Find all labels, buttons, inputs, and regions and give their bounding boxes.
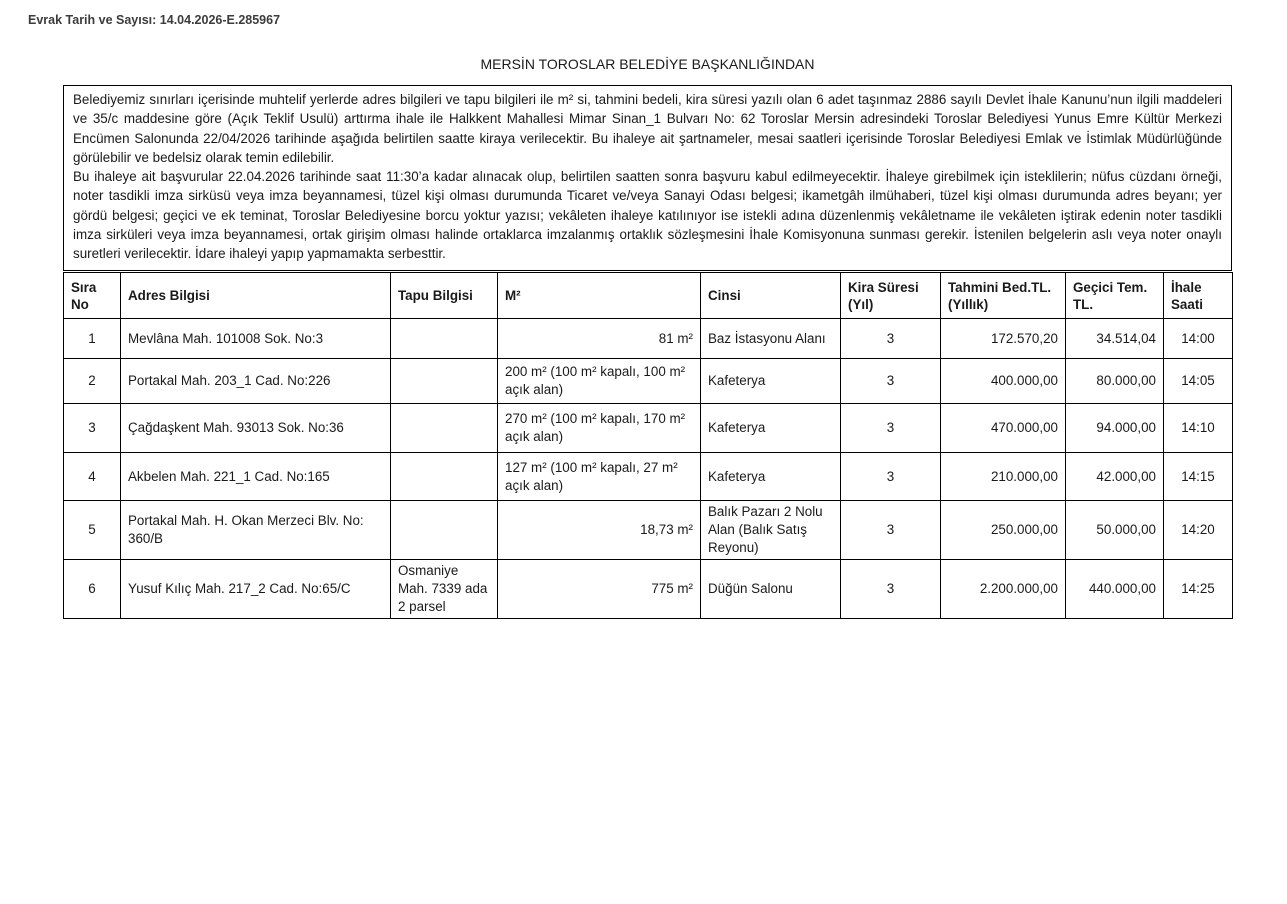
column-header: Tahmini Bed.TL. (Yıllık): [941, 273, 1066, 319]
table-row: [64, 501, 1233, 560]
table-body: [64, 319, 1233, 619]
table-cell: Yusuf Kılıç Mah. 217_2 Cad. No:65/C: [121, 560, 391, 619]
table-cell: Kafeterya: [701, 359, 841, 404]
table-cell: Balık Pazarı 2 Nolu Alan (Balık Satış Reyonu): [701, 501, 841, 560]
table-cell: Kafeterya: [701, 404, 841, 453]
column-header: Sıra No: [64, 273, 121, 319]
table-cell: [391, 404, 498, 453]
table-cell: [391, 453, 498, 501]
intro-paragraph-1: Belediyemiz sınırları içerisinde muhtelif yerlerde adres bilgileri ve tapu bilgileri ile m² si, tahmini bedeli, kira süresi yazılı olan 6 adet taşınmaz 2886 sayılı Devlet İhale Kanunu’nun ilgili maddeleri ve 35/c maddesine göre (Açık Teklif Usulü) arttırma ihale ile Halkkent Mahallesi Mimar Sinan_1 Bulvarı No: 62 Toroslar Mersin adresindeki Toroslar Belediyesi Yunus Emre Kültür Merkezi Encümen Salonunda 22/04/2026 tarihinde aşağıda belirtilen saatte kiraya verilecektir. Bu ihaleye ait şartnameler, mesai saatleri içerisinde Toroslar Belediyesi Emlak ve İstimlak Müdürlüğünde görülebilir ve bedelsiz olarak temin edilebilir.: [73, 92, 1222, 165]
table-cell: 3: [64, 404, 121, 453]
table-cell: 3: [841, 319, 941, 359]
column-header: Cinsi: [701, 273, 841, 319]
document-number-line: Evrak Tarih ve Sayısı: 14.04.2026-E.285967: [28, 13, 281, 27]
table-cell: 94.000,00: [1066, 404, 1164, 453]
table-cell: 127 m² (100 m² kapalı, 27 m² açık alan): [498, 453, 701, 501]
table-header-row: [64, 273, 1233, 319]
auction-listing-table: [63, 272, 1233, 619]
table-cell: [391, 319, 498, 359]
table-cell: 3: [841, 501, 941, 560]
table-cell: 81 m²: [498, 319, 701, 359]
table-cell: 14:20: [1164, 501, 1233, 560]
column-header: Adres Bilgisi: [121, 273, 391, 319]
table-cell: 440.000,00: [1066, 560, 1164, 619]
table-cell: Baz İstasyonu Alanı: [701, 319, 841, 359]
table-cell: 172.570,20: [941, 319, 1066, 359]
table-cell: Kafeterya: [701, 453, 841, 501]
table-cell: 6: [64, 560, 121, 619]
table-cell: 50.000,00: [1066, 501, 1164, 560]
table-cell: 3: [841, 404, 941, 453]
table-cell: Akbelen Mah. 221_1 Cad. No:165: [121, 453, 391, 501]
table-cell: Mevlâna Mah. 101008 Sok. No:3: [121, 319, 391, 359]
table-cell: 80.000,00: [1066, 359, 1164, 404]
table-cell: Düğün Salonu: [701, 560, 841, 619]
table-cell: 42.000,00: [1066, 453, 1164, 501]
column-header: M²: [498, 273, 701, 319]
table-cell: 5: [64, 501, 121, 560]
page-title: MERSİN TOROSLAR BELEDİYE BAŞKANLIĞINDAN: [480, 56, 815, 72]
table-cell: 400.000,00: [941, 359, 1066, 404]
table-cell: 14:15: [1164, 453, 1233, 501]
table-cell: 210.000,00: [941, 453, 1066, 501]
table-cell: 14:00: [1164, 319, 1233, 359]
table-cell: 470.000,00: [941, 404, 1066, 453]
table-cell: 3: [841, 359, 941, 404]
column-header: Kira Süresi (Yıl): [841, 273, 941, 319]
table-cell: 2: [64, 359, 121, 404]
table-row: [64, 359, 1233, 404]
table-cell: 270 m² (100 m² kapalı, 170 m² açık alan): [498, 404, 701, 453]
intro-paragraph-2: Bu ihaleye ait başvurular 22.04.2026 tarihinde saat 11:30’a kadar alınacak olup, belirtilen saatten sonra başvuru kabul edilmeyecektir. İhaleye girebilmek için isteklilerin; nüfus cüzdanı örneği, noter tasdikli imza sirküsü veya imza beyannamesi, tüzel kişi olması durumunda Ticaret ve/veya Sanayi Odası belgesi; ikametgâh ilmühaberi, tüzel kişi olması durumunda adres beyanı; yer gördü belgesi; geçici ve ek teminat, Toroslar Belediyesine borcu yoktur yazısı; vekâleten ihaleye katılınıyor ise istekli adına düzenlenmiş vekâletname ile vekâleten iştirak edenin noter tasdikli imza sirküleri veya imza beyannamesi, ortak girişim olması halinde ortaklarca imzalanmış ortaklık sözleşmesini İhale Komisyonuna sunması gerekir. İstenilen belgelerin aslı veya noter onaylı suretleri verilecektir. İdare ihaleyi yapıp yapmamakta serbesttir.: [73, 169, 1222, 262]
table-cell: 14:25: [1164, 560, 1233, 619]
table-row: [64, 453, 1233, 501]
table-cell: 4: [64, 453, 121, 501]
column-header: Tapu Bilgisi: [391, 273, 498, 319]
table-cell: 14:10: [1164, 404, 1233, 453]
table-cell: 3: [841, 560, 941, 619]
table-cell: 3: [841, 453, 941, 501]
table-cell: 775 m²: [498, 560, 701, 619]
table-cell: 250.000,00: [941, 501, 1066, 560]
table-cell: [391, 501, 498, 560]
column-header: İhale Saati: [1164, 273, 1233, 319]
table-cell: Portakal Mah. H. Okan Merzeci Blv. No: 360/B: [121, 501, 391, 560]
table-row: [64, 560, 1233, 619]
table-row: [64, 319, 1233, 359]
table-cell: 14:05: [1164, 359, 1233, 404]
table-cell: 18,73 m²: [498, 501, 701, 560]
table-cell: 1: [64, 319, 121, 359]
table-row: [64, 404, 1233, 453]
intro-text-box: [63, 85, 1232, 271]
table-header: [64, 273, 1233, 319]
table-cell: 200 m² (100 m² kapalı, 100 m² açık alan): [498, 359, 701, 404]
table-cell: Osmaniye Mah. 7339 ada 2 parsel: [391, 560, 498, 619]
table-cell: Çağdaşkent Mah. 93013 Sok. No:36: [121, 404, 391, 453]
table-cell: Portakal Mah. 203_1 Cad. No:226: [121, 359, 391, 404]
table-cell: [391, 359, 498, 404]
table-cell: 2.200.000,00: [941, 560, 1066, 619]
column-header: Geçici Tem. TL.: [1066, 273, 1164, 319]
table-cell: 34.514,04: [1066, 319, 1164, 359]
